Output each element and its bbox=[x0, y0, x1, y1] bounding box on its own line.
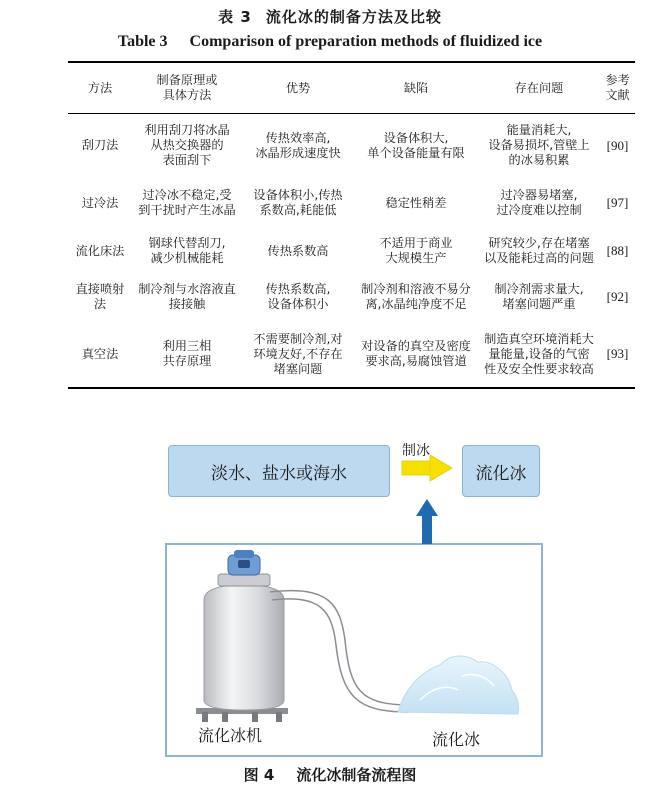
cell-principle: 利用三相 共存原理 bbox=[162, 339, 212, 368]
cell-defect: 制冷剂和溶液不易分 离,冰晶纯净度不足 bbox=[361, 282, 471, 311]
source-water-label: 淡水、盐水或海水 bbox=[211, 463, 347, 484]
header-advantage: 优势 bbox=[285, 80, 311, 95]
cell-problem: 制造真空环境消耗大 量能量,设备的气密 性及安全性要求较高 bbox=[484, 331, 594, 376]
cell-advantage: 传热系数高 bbox=[267, 243, 329, 258]
ice-machine-icon bbox=[196, 550, 410, 722]
figure-title: 流化冰制备流程图 bbox=[296, 766, 417, 784]
fluidized-ice-box-label: 流化冰 bbox=[475, 463, 527, 484]
cell-reference: [88] bbox=[606, 243, 629, 258]
process-arrow-icon bbox=[402, 455, 452, 481]
table-number-zh: 表 3 bbox=[218, 8, 252, 26]
cell-principle: 过冷冰不稳定,受 到干扰时产生冰晶 bbox=[138, 188, 236, 217]
cell-method: 刮刀法 bbox=[81, 138, 119, 152]
table-title-zh: 流化冰的制备方法及比较 bbox=[265, 8, 442, 26]
cell-principle: 钢球代替刮刀, 减少机械能耗 bbox=[148, 236, 226, 265]
cell-problem: 制冷剂需求量大, 堵塞问题严重 bbox=[494, 282, 584, 311]
cell-reference: [93] bbox=[606, 346, 629, 361]
cell-problem: 能量消耗大, 设备易损坏,管壁上 的冰易积累 bbox=[488, 123, 590, 167]
cell-defect: 稳定性稍差 bbox=[385, 195, 447, 210]
table-number-en: Table 3 bbox=[117, 33, 168, 50]
cell-method: 直接喷射法 bbox=[75, 282, 125, 311]
cell-principle: 利用刮刀将冰晶 从热交换器的 表面刮下 bbox=[144, 123, 230, 167]
cell-problem: 研究较少,存在堵塞 以及能耗过高的问题 bbox=[484, 236, 594, 265]
cell-method: 流化床法 bbox=[75, 243, 125, 258]
header-principle: 制备原理或 具体方法 bbox=[156, 73, 218, 102]
header-reference: 参考 文献 bbox=[605, 73, 630, 102]
cell-method: 过冷法 bbox=[81, 195, 119, 210]
cell-defect: 设备体积大, 单个设备能量有限 bbox=[367, 130, 465, 160]
upward-arrow-icon bbox=[416, 499, 438, 544]
ice-pile-icon bbox=[398, 656, 519, 714]
cell-reference: [90] bbox=[606, 137, 629, 153]
ice-pile-label: 流化冰 bbox=[432, 730, 481, 749]
cell-reference: [97] bbox=[606, 195, 629, 210]
cell-principle: 制冷剂与水溶液直 接接触 bbox=[138, 282, 236, 311]
figure-caption bbox=[0, 764, 660, 785]
cell-advantage: 不需要制冷剂,对 环境友好,不存在 堵塞问题 bbox=[253, 331, 343, 376]
header-problem: 存在问题 bbox=[514, 80, 564, 95]
header-defect: 缺陷 bbox=[403, 80, 429, 95]
table-title-en: Comparison of preparation methods of fluidized ice bbox=[189, 33, 543, 50]
machine-label: 流化冰机 bbox=[198, 726, 263, 745]
ice-making-label: 制冰 bbox=[402, 443, 430, 459]
cell-advantage: 设备体积小,传热 系数高,耗能低 bbox=[253, 188, 343, 217]
cell-advantage: 传热系数高, 设备体积小 bbox=[265, 282, 331, 311]
cell-defect: 对设备的真空及密度 要求高,易腐蚀管道 bbox=[361, 339, 471, 368]
cell-defect: 不适用于商业 大规模生产 bbox=[379, 236, 453, 265]
cell-reference: [92] bbox=[606, 289, 629, 304]
cell-problem: 过冷器易堵塞, 过冷度难以控制 bbox=[496, 188, 582, 217]
header-method: 方法 bbox=[87, 80, 113, 95]
cell-advantage: 传热效率高, 冰晶形成速度快 bbox=[255, 130, 341, 160]
figure-number: 图 4 bbox=[243, 766, 275, 784]
cell-method: 真空法 bbox=[81, 346, 119, 361]
